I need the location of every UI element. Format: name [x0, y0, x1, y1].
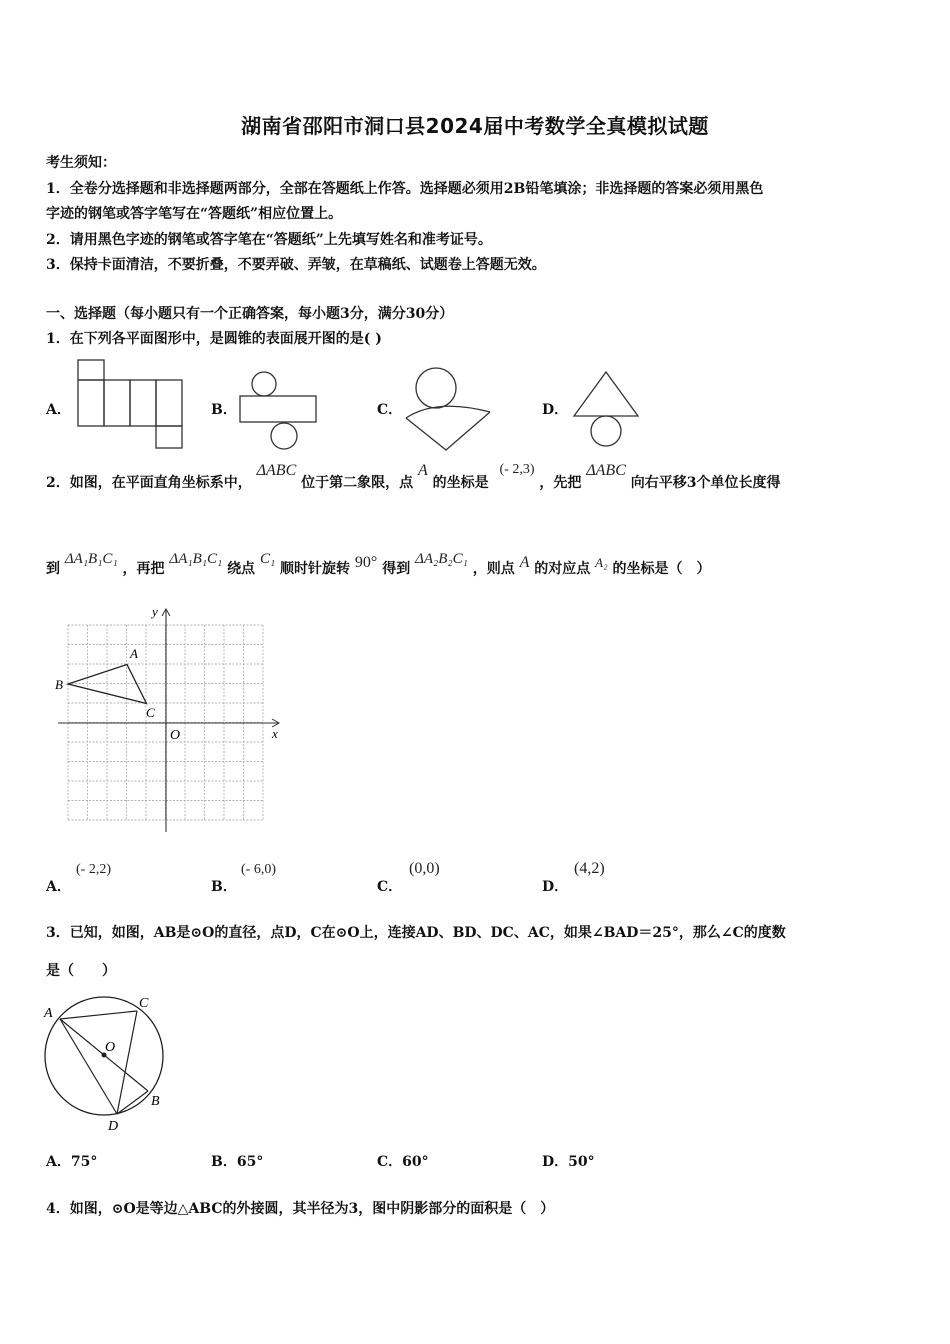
q1-stem: 1．在下列各平面图形中，是圆锥的表面展开图的是( ) [46, 331, 382, 347]
q3-option-c-label: C． [377, 1154, 403, 1170]
q1-option-d-label: D． [542, 402, 569, 418]
q1-option-b-label: B． [211, 402, 237, 418]
q2-text-12: 的对应点 [534, 561, 591, 577]
q3-circle-figure [38, 990, 178, 1132]
point-c-label: C [146, 705, 155, 720]
page-title: 湖南省邵阳市洞口县2024届中考数学全真模拟试题 [241, 114, 709, 138]
point-a-label: A [130, 646, 138, 661]
q2-text-10: 得到 [382, 561, 411, 577]
notice-item-2: 2．请用黑色字迹的钢笔或答字笔在“答题纸”上先填写姓名和准考证号。 [46, 232, 492, 248]
q2-text-13: 的坐标是（ ） [612, 561, 711, 577]
q2-option-a-value[interactable]: (- 2,2) [76, 862, 111, 877]
q1-option-a-label: A． [46, 402, 71, 418]
q2-coordinate-grid-figure [50, 600, 290, 840]
q2-stem-line-1 [46, 462, 781, 492]
q3-option-d-label: D． [542, 1154, 569, 1170]
q2-text-8: 绕点 [227, 561, 256, 577]
q3-option-c-value: 60° [402, 1154, 429, 1170]
q2-text-3: 的坐标是 [432, 475, 489, 491]
q2-option-b-value[interactable]: (- 6,0) [241, 862, 276, 877]
q2-text-5: 向右平移3个单位长度得 [630, 475, 781, 491]
q3-option-a-value: 75° [70, 1154, 98, 1170]
q2-stem-line-2 [46, 551, 711, 578]
q2-math-point-a2: A₂ [595, 555, 608, 570]
q2-text-11: ，则点 [472, 561, 515, 577]
q3-stem-line-2: 是（ ） [46, 963, 116, 979]
q2-math-point-a-2: A [519, 554, 530, 571]
q3-option-c[interactable] [377, 1151, 429, 1171]
q4-stem: 4．如图，⊙O是等边△ABC的外接圆，其半径为3，图中阴影部分的面积是（ ） [46, 1201, 555, 1217]
triangle-abc [68, 665, 147, 704]
q2-option-c-label: C． [377, 879, 403, 895]
point-d-label: D [108, 1119, 119, 1132]
point-a-label: A [44, 1006, 53, 1021]
chord-bd [117, 1091, 148, 1114]
q2-math-triangle-a1b1c1: ΔA₁B₁C₁ [64, 551, 118, 567]
chord-dc [117, 1011, 137, 1114]
chord-ad [60, 1019, 117, 1114]
notice-item-1-line-1: 1．全卷分选择题和非选择题两部分，全部在答题纸上作答。选择题必须用2B铅笔填涂；非选择题的答案必须用黑色 [46, 181, 764, 197]
point-c-label: C [139, 996, 149, 1011]
point-o-label: O [105, 1040, 116, 1055]
q3-option-a[interactable] [46, 1151, 97, 1171]
q2-math-angle-90: 90° [354, 554, 378, 571]
q1-figure-cone-net [402, 366, 496, 454]
q2-option-d-label: D． [542, 879, 569, 895]
notice-item-3: 3．保持卡面清洁，不要折叠，不要弄破、弄皱，在草稿纸、试题卷上答题无效。 [46, 257, 546, 273]
q3-option-b[interactable] [211, 1151, 263, 1171]
q2-math-triangle-a2b2c1: ΔA₂B₂C₁ [415, 551, 468, 567]
q2-option-d-value[interactable]: (4,2) [574, 860, 605, 877]
origin-label: O [170, 728, 181, 743]
q3-option-a-label: A． [46, 1154, 71, 1170]
section-heading: 一、选择题（每小题只有一个正确答案，每小题3分，满分30分） [46, 306, 454, 322]
q3-option-d[interactable] [542, 1151, 595, 1171]
q3-stem-line-1: 3．已知，如图，AB是⊙O的直径，点D，C在⊙O上，连接AD、BD、DC、AC，如果∠BAD＝25°，那么∠C的度数 [46, 925, 786, 941]
q2-text-2: 位于第二象限，点 [301, 475, 414, 491]
q2-math-triangle-abc-2: ΔABC [586, 462, 626, 479]
point-b-label: B [151, 1094, 160, 1109]
q2-text-6: 到 [46, 561, 60, 577]
x-axis-label: x [272, 726, 278, 741]
q2-text-7: ，再把 [122, 561, 165, 577]
q2-text-4: ，先把 [539, 475, 582, 491]
point-b-label: B [55, 677, 63, 692]
q1-option-c-label: C． [377, 402, 403, 418]
q2-option-a-label: A． [46, 879, 71, 895]
q2-text-9: 顺时针旋转 [280, 561, 351, 577]
q2-math-coord-a: (- 2,3) [499, 462, 535, 477]
chord-ac [60, 1011, 137, 1019]
q2-text-1: 2．如图，在平面直角坐标系中， [46, 475, 252, 491]
q1-figure-cube-net [74, 356, 186, 456]
q1-figure-cylinder-net [236, 368, 320, 454]
q3-option-b-value: 65° [236, 1154, 264, 1170]
q2-math-triangle-abc: ΔABC [256, 462, 297, 479]
q2-math-point-c1: C₁ [259, 551, 276, 567]
q2-math-triangle-a1b1c1-2: ΔA₁B₁C₁ [169, 551, 223, 567]
notice-heading: 考生须知： [46, 155, 116, 171]
q2-option-b-label: B． [211, 879, 237, 895]
y-axis-label: y [152, 604, 158, 619]
q2-option-c-value[interactable]: (0,0) [409, 860, 440, 877]
q1-figure-pyramid-net [570, 368, 644, 450]
q3-option-b-label: B． [211, 1154, 237, 1170]
q2-math-point-a: A [417, 462, 428, 479]
notice-item-1-line-2: 字迹的钢笔或答字笔写在“答题纸”相应位置上。 [46, 206, 343, 222]
q3-option-d-value: 50° [568, 1154, 595, 1170]
